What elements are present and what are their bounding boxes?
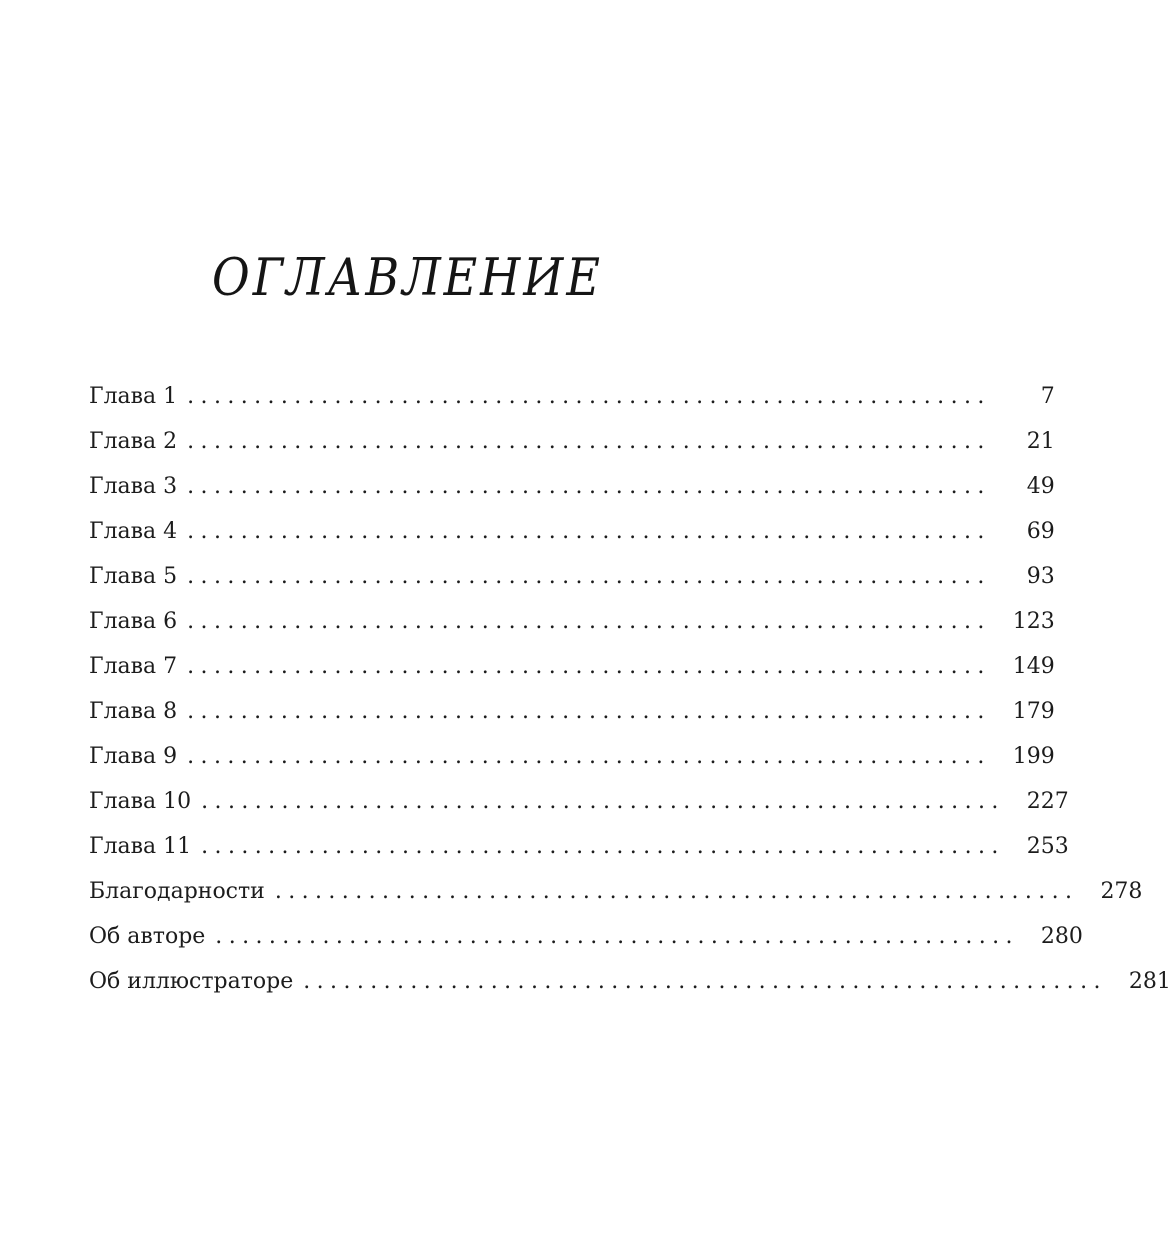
toc-entry-page: 281 — [1128, 969, 1171, 994]
toc-entry-label: Глава 11 — [89, 834, 192, 859]
toc-entry-9 — [89, 734, 1055, 779]
dot-leader: ............................................................ — [187, 519, 991, 544]
toc-entry-label: Глава 3 — [89, 474, 178, 499]
dot-leader: ............................................................ — [303, 969, 1107, 994]
toc-entry-label: Глава 8 — [89, 699, 178, 724]
dot-leader: ............................................................ — [187, 564, 991, 589]
toc-entry-page: 69 — [1026, 519, 1055, 544]
dot-leader: ............................................................ — [201, 834, 1005, 859]
dot-leader: ............................................................ — [215, 924, 1019, 949]
dot-leader: ............................................................ — [274, 879, 1079, 904]
toc-entry-6 — [89, 599, 1055, 644]
toc-entry-page: 49 — [1026, 474, 1055, 499]
dot-leader: ............................................................ — [187, 429, 991, 454]
toc-entry-label: Об авторе — [89, 924, 206, 949]
toc-entry-label: Глава 6 — [89, 609, 178, 634]
toc-entry-label: Глава 4 — [89, 519, 178, 544]
dot-leader: ............................................................ — [187, 744, 991, 769]
toc-entry-page: 7 — [1040, 384, 1055, 409]
toc-entry-about-illustrator — [89, 959, 1171, 1004]
toc-entry-11 — [89, 824, 1069, 869]
page-title: ОГЛАВЛЕНИЕ — [212, 246, 603, 308]
dot-leader: ............................................................ — [187, 609, 991, 634]
toc-entry-label: Глава 10 — [89, 789, 192, 814]
dot-leader: ............................................................ — [201, 789, 1005, 814]
dot-leader: ............................................................ — [187, 474, 991, 499]
toc-entry-7 — [89, 644, 1055, 689]
toc-entry-page: 227 — [1026, 789, 1069, 814]
toc-entry-8 — [89, 689, 1055, 734]
toc-entry-page: 280 — [1040, 924, 1083, 949]
toc-entry-page: 179 — [1012, 699, 1055, 724]
dot-leader: ............................................................ — [187, 654, 991, 679]
toc-entry-label: Глава 1 — [89, 384, 178, 409]
toc-entry-page: 278 — [1100, 879, 1143, 904]
toc-entry-4 — [89, 509, 1055, 554]
toc-entry-3 — [89, 464, 1055, 509]
toc-entry-label: Глава 7 — [89, 654, 178, 679]
toc-entry-5 — [89, 554, 1055, 599]
toc-entry-2 — [89, 419, 1055, 464]
dot-leader: ............................................................ — [187, 699, 991, 724]
toc-entry-label: Благодарности — [89, 879, 265, 904]
toc-entry-about-author — [89, 914, 1083, 959]
toc-entry-label: Глава 9 — [89, 744, 178, 769]
dot-leader: ............................................................ — [187, 384, 991, 409]
toc-entry-label: Об иллюстраторе — [89, 969, 294, 994]
toc-entry-page: 21 — [1026, 429, 1055, 454]
toc-entry-page: 253 — [1026, 834, 1069, 859]
table-of-contents — [89, 374, 1171, 1004]
toc-entry-label: Глава 2 — [89, 429, 178, 454]
toc-entry-acknowledgements — [89, 869, 1143, 914]
toc-entry-10 — [89, 779, 1069, 824]
toc-entry-label: Глава 5 — [89, 564, 178, 589]
toc-entry-1 — [89, 374, 1055, 419]
toc-entry-page: 149 — [1012, 654, 1055, 679]
toc-entry-page: 123 — [1012, 609, 1055, 634]
toc-entry-page: 93 — [1026, 564, 1055, 589]
toc-entry-page: 199 — [1012, 744, 1055, 769]
